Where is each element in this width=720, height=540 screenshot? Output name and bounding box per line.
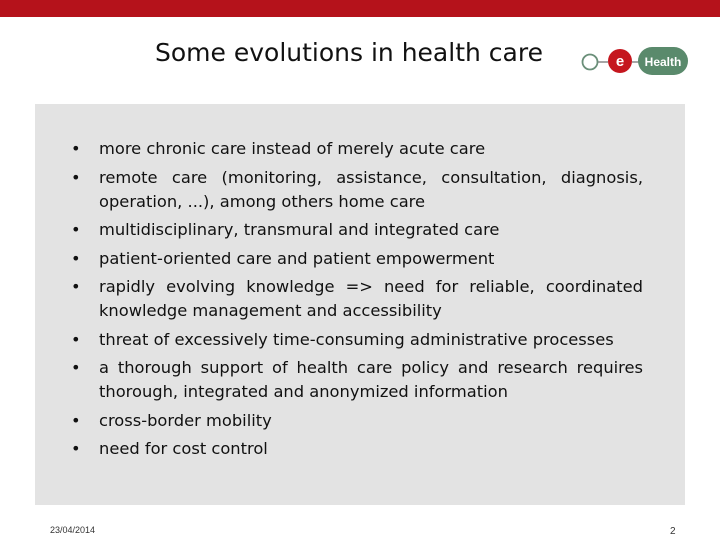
bullet-item (71, 356, 643, 404)
logo-ring-icon (583, 55, 598, 70)
top-red-bar (0, 0, 720, 17)
bullet-dot-icon: • (71, 167, 81, 187)
bullet-text: need for cost control (99, 439, 268, 458)
bullet-dot-icon: • (71, 220, 81, 239)
logo-word: Health (644, 55, 682, 69)
slide-title: Some evolutions in health care (155, 38, 543, 67)
bullet-text: rapidly evolving knowledge => need for reliable, coordinated knowledge management and accessibility (99, 277, 643, 320)
bullet-dot-icon: • (71, 277, 81, 296)
bullet-item (71, 218, 643, 242)
bullet-text: a thorough support of health care policy and research requires thorough, integrated and anonymized information (99, 358, 643, 401)
ehealth-logo (578, 44, 690, 78)
bullet-item (71, 275, 643, 323)
bullet-list (71, 137, 643, 466)
page-number: 2 (670, 526, 676, 537)
bullet-item (71, 166, 643, 214)
bullet-dot-icon: • (71, 439, 81, 458)
bullet-item (71, 328, 643, 352)
bullet-item (71, 437, 643, 461)
bullet-text: remote care (monitoring, assistance, consultation, diagnosis, operation, ...), among others home care (99, 167, 643, 211)
bullet-text: patient-oriented care and patient empowerment (99, 248, 495, 268)
bullet-text: cross-border mobility (99, 410, 272, 430)
bullet-dot-icon: • (71, 329, 81, 349)
bullet-text: threat of excessively time-consuming administrative processes (99, 329, 614, 349)
bullet-item (71, 409, 643, 433)
footer-date: 23/04/2014 (50, 525, 96, 535)
bullet-text: multidisciplinary, transmural and integrated care (99, 220, 500, 239)
bullet-dot-icon: • (71, 139, 81, 158)
bullet-item (71, 137, 643, 161)
bullet-text: more chronic care instead of merely acute care (99, 139, 486, 158)
bullet-dot-icon: • (71, 410, 81, 430)
bullet-dot-icon: • (71, 248, 81, 268)
bullet-item (71, 247, 643, 271)
logo-letter: e (615, 53, 625, 70)
bullet-dot-icon: • (71, 358, 81, 377)
